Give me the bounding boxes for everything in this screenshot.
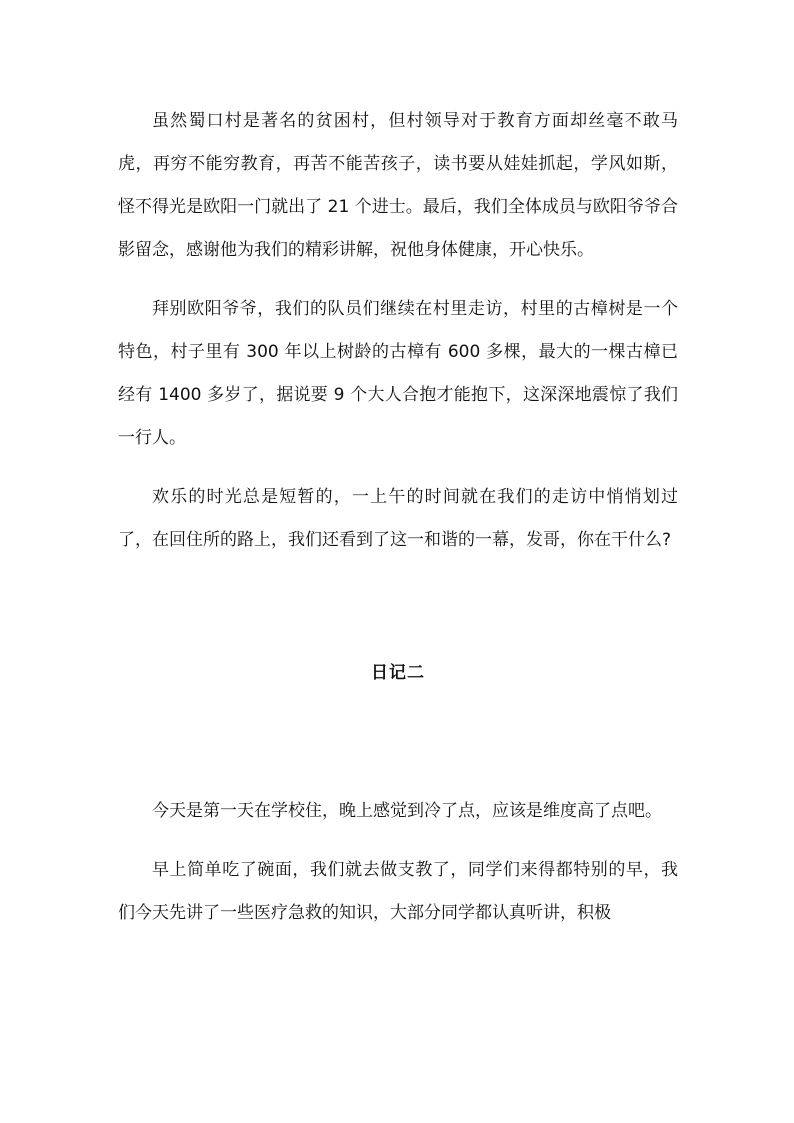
paragraph-1: 虽然蜀口村是著名的贫困村，但村领导对于教育方面却丝毫不敢马虎，再穷不能穷教育，再苦不能苦孩子，读书要从娃娃抓起，学风如斯，怪不得光是欧阳一门就出了 21 个进士。最后，我们全体成员与欧阳爷爷合影留念，感谢他为我们的精彩讲解，祝他身体健康，开心快乐。 bbox=[118, 111, 678, 260]
section-heading: 日记二 bbox=[371, 663, 425, 683]
document-page bbox=[118, 100, 678, 935]
paragraph-3: 欢乐的时光总是短暂的，一上午的时间就在我们的走访中悄悄划过了，在回住所的路上，我们还看到了这一和谐的一幕，发哥，你在干什么? bbox=[118, 487, 678, 550]
paragraph-5: 早上简单吃了碗面，我们就去做支教了，同学们来得都特别的早，我们今天先讲了一些医疗急救的知识，大部分同学都认真听讲，积极 bbox=[118, 860, 678, 923]
paragraph-4: 今天是第一天在学校住，晚上感觉到冷了点，应该是维度高了点吧。 bbox=[152, 801, 662, 821]
paragraph-2: 拜别欧阳爷爷，我们的队员们继续在村里走访，村里的古樟树是一个特色，村子里有 300 年以上树龄的古樟有 600 多棵，最大的一棵古樟已经有 1400 多岁了，据说要 9 个大人合抱才能抱下，这深深地震惊了我们一行人。 bbox=[118, 299, 678, 448]
